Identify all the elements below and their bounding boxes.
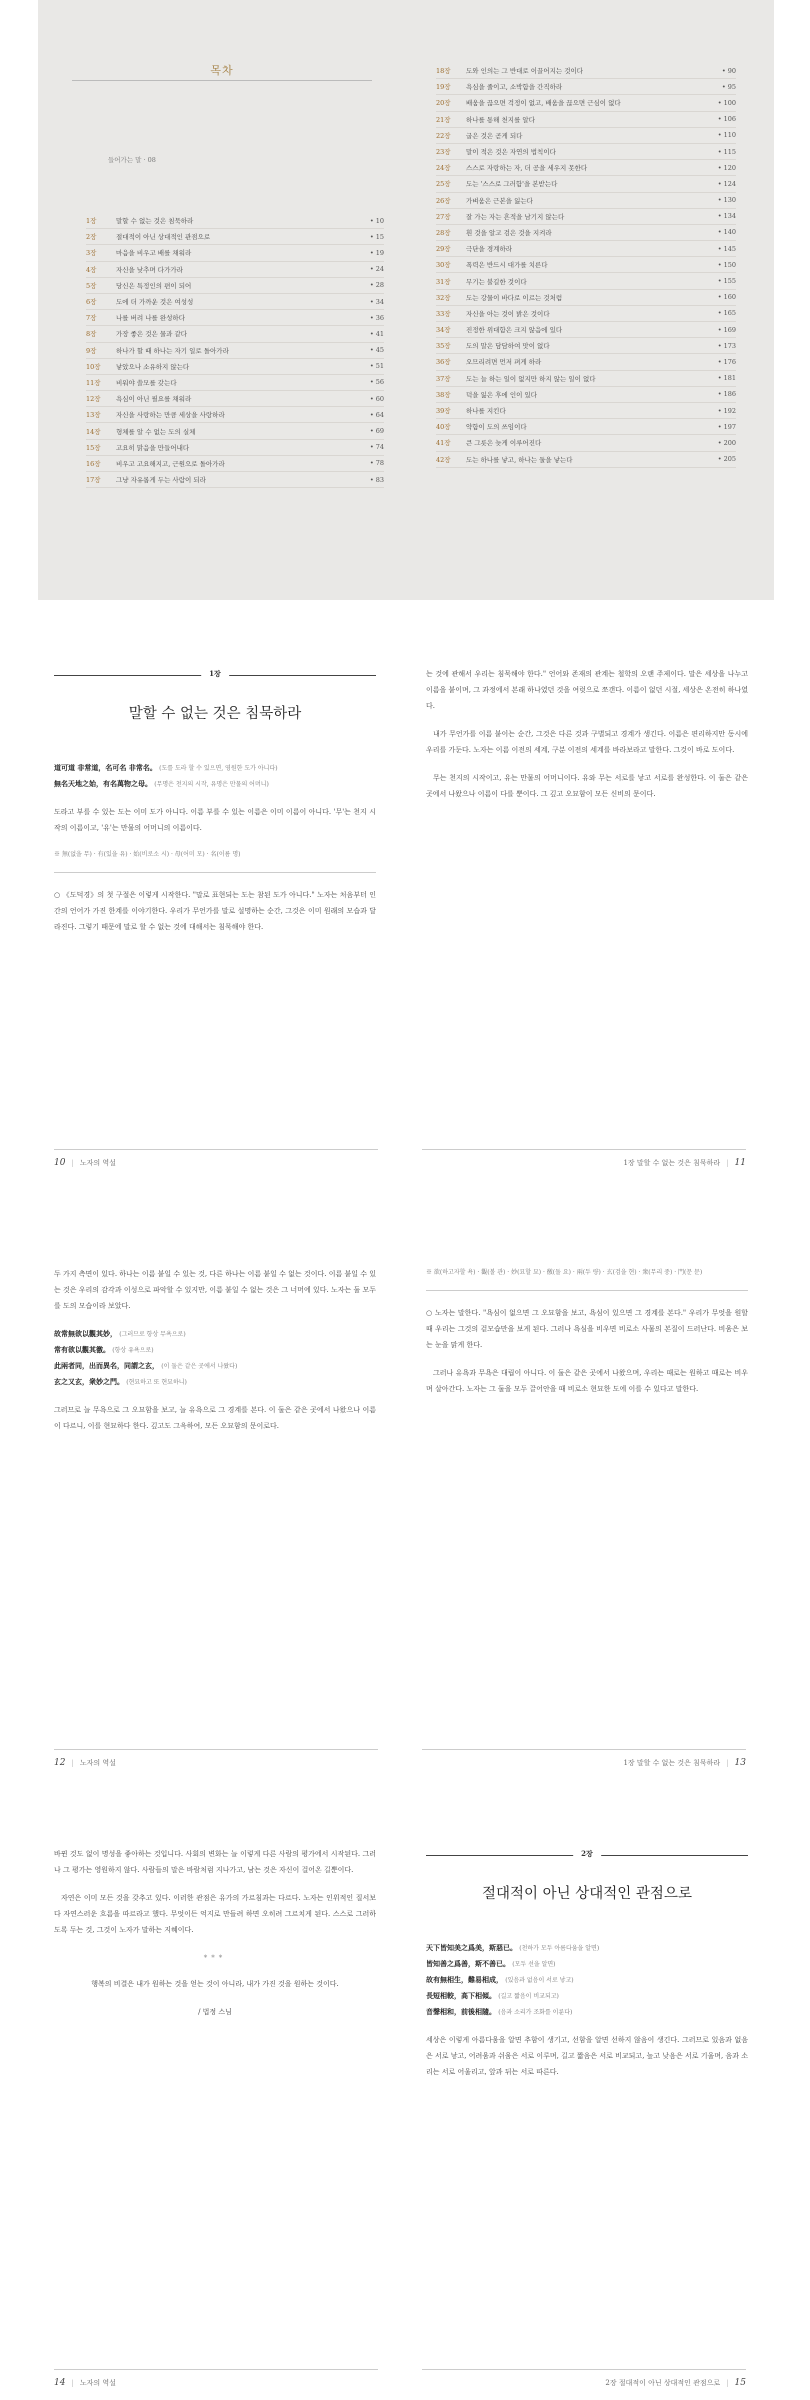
toc-chapter-number: 4장: [86, 265, 97, 274]
quote: 행복의 비결은 내가 원하는 것을 얻는 것이 아니라, 내가 가진 것을 원하는 것이다.: [91, 1980, 339, 1988]
toc-chapter-number: 28장: [436, 228, 451, 237]
toc-page-number: • 10: [369, 216, 384, 225]
toc-chapter-number: 29장: [436, 245, 451, 254]
toc-chapter-number: 21장: [436, 115, 451, 124]
toc-chapter-title: 도와 인의는 그 반대로 이끌어지는 것이다: [466, 67, 584, 76]
toc-page-number: • 120: [717, 163, 736, 172]
toc-page-number: • 181: [717, 374, 736, 383]
page-11: [406, 640, 774, 1180]
toc-page-number: • 19: [369, 248, 384, 257]
toc-list-right: [436, 63, 736, 468]
glossary-note: ※ 欲(하고자할 욕) · 觀(볼 관) · 妙(묘할 묘) · 徼(돌 요) · 兩(두 량) · 玄(검을 현) · 衆(무리 중) · 門(문 문): [426, 1269, 703, 1276]
chapter-header: [54, 670, 376, 680]
toc-chapter-title: 덕을 잃은 후에 인이 있다: [466, 390, 538, 399]
toc-page-number: • 145: [717, 244, 736, 253]
toc-chapter-title: 하나를 지킨다: [466, 407, 506, 416]
toc-entry[interactable]: [436, 225, 736, 241]
folio: 12 | 노자의 역설: [54, 1758, 116, 1768]
toc-chapter-title: 고요히 맑음을 만들어내다: [116, 443, 190, 452]
page-15: [406, 1820, 774, 2400]
toc-chapter-number: 32장: [436, 293, 451, 302]
hanja-line: 故有無相生，難易相成，: [426, 1975, 503, 1984]
glossary-note: ※ 無(없을 무) · 有(있을 유) · 始(비로소 시) · 母(어미 모) · 名(이름 명): [54, 851, 241, 858]
toc-chapter-title: 형체를 알 수 없는 도의 실체: [116, 427, 196, 436]
toc-page-number: • 115: [717, 147, 736, 156]
toc-chapter-title: 극단을 경계하라: [466, 245, 513, 254]
hanja-line: 天下皆知美之爲美，斯惡已。: [426, 1943, 517, 1952]
toc-entry[interactable]: [436, 79, 736, 95]
toc-page-number: • 134: [717, 212, 736, 221]
toc-page-number: • 186: [717, 390, 736, 399]
toc-page-number: • 205: [717, 455, 736, 464]
toc-chapter-title: 말할 수 없는 것은 침묵하라: [116, 217, 194, 226]
toc-chapter-title: 굽은 것은 곧게 되다: [466, 131, 523, 140]
toc-chapter-number: 14장: [86, 427, 101, 436]
toc-entry[interactable]: [86, 391, 384, 407]
folio: 1장 말할 수 없는 것은 침묵하라 | 13: [623, 1758, 746, 1768]
toc-chapter-title: 도는 하나를 낳고, 하나는 둘을 낳는다: [466, 455, 573, 464]
toc-chapter-number: 33장: [436, 309, 451, 318]
chapter-header: [426, 1850, 748, 1860]
toc-page-number: • 64: [369, 410, 384, 419]
toc-entry[interactable]: [86, 407, 384, 423]
toc-page-number: • 197: [717, 422, 736, 431]
page-body: [54, 1846, 376, 2032]
toc-chapter-number: 3장: [86, 249, 97, 258]
toc-entry[interactable]: [86, 375, 384, 391]
toc-chapter-number: 5장: [86, 281, 97, 290]
toc-chapter-number: 11장: [86, 378, 101, 387]
section-break: ***: [203, 1954, 227, 1962]
toc-entry[interactable]: [86, 310, 384, 326]
toc-chapter-title: 도의 말은 담담하여 맛이 없다: [466, 342, 550, 351]
toc-chapter-title: 도는 늘 하는 일이 없지만 하지 않는 일이 없다: [466, 374, 596, 383]
toc-page-number: • 28: [369, 281, 384, 290]
running-head: 노자의 역설: [79, 2379, 116, 2387]
hanja-line: 無名天地之始，有名萬物之母。: [54, 779, 152, 788]
page-body: [426, 1266, 748, 1409]
toc-chapter-title: 말이 적은 것은 자연의 법칙이다: [466, 148, 556, 157]
body-text: 내가 무언가를 이름 붙이는 순간, 그것은 다른 것과 구별되고 경계가 생긴다. 이름은 편리하지만 동시에 우리를 가둔다. 노자는 이름 이전의 세계, 구분 이전의 세계를 바라보라고 말한다. 그것이 바로 도이다.: [426, 730, 748, 754]
folio: 14 | 노자의 역설: [54, 2378, 116, 2388]
toc-entry[interactable]: [436, 290, 736, 306]
toc-entry[interactable]: [86, 213, 384, 229]
page-number: 12: [54, 1758, 66, 1768]
toc-chapter-title: 그냥 자유롭게 두는 사람이 되라: [116, 476, 206, 485]
toc-page-number: • 78: [369, 459, 384, 468]
toc-chapter-number: 6장: [86, 298, 97, 307]
toc-entry[interactable]: [436, 144, 736, 160]
toc-chapter-title: 자신을 사랑하는 만큼 세상을 사랑하라: [116, 411, 225, 420]
hanja-line: 常有欲以觀其徼。: [54, 1345, 110, 1354]
chapter-label: 2장: [573, 1849, 601, 1859]
toc-chapter-number: 26장: [436, 196, 451, 205]
toc-page-number: • 155: [717, 277, 736, 286]
toc-page-number: • 140: [717, 228, 736, 237]
toc-page-number: • 83: [369, 475, 384, 484]
toc-chapter-number: 9장: [86, 346, 97, 355]
toc-chapter-number: 37장: [436, 374, 451, 383]
toc-chapter-number: 34장: [436, 326, 451, 335]
toc-title: 목차: [210, 64, 234, 77]
toc-title-rule: [72, 80, 372, 81]
hanja-line: 道可道 非常道，名可名 非常名。: [54, 763, 157, 772]
toc-entry[interactable]: [436, 452, 736, 468]
toc-page-number: • 200: [717, 438, 736, 447]
toc-entry[interactable]: [436, 63, 736, 79]
body-text: 자연은 이미 모든 것을 갖추고 있다. 이러한 관점은 유가의 가르침과는 다르다. 노자는 인위적인 질서보다 자연스러운 흐름을 따르라고 했다. 무엇이든 억지로 만들려 하면 오히려 그르치게 된다. 스스로 그러하도록 두는 것, 그것이 노자가 말하는 지혜이다.: [54, 1894, 376, 1934]
body-text: 두 가지 측면이 있다. 하나는 이름 붙일 수 있는 것, 다른 하나는 이름 붙일 수 없는 것이다. 이름 붙일 수 있는 것은 우리의 감각과 이성으로 파악할 수 있지만, 이름 붙일 수 없는 것은 그 너머에 있다. 노자는 둘 모두를 도의 모습이라 보았다.: [54, 1270, 376, 1310]
toc-chapter-number: 8장: [86, 330, 97, 339]
toc-chapter-number: 12장: [86, 395, 101, 404]
toc-chapter-number: 24장: [436, 164, 451, 173]
toc-chapter-title: 하나가 할 때 하나는 자기 일로 돌아가라: [116, 346, 229, 355]
chapter-label: 1장: [201, 669, 229, 679]
hanja-line: 玄之又玄，衆妙之門。: [54, 1377, 124, 1386]
toc-entry[interactable]: [86, 440, 384, 456]
toc-chapter-title: 나를 버려 나를 완성하다: [116, 314, 185, 323]
toc-chapter-number: 17장: [86, 476, 101, 485]
toc-page-number: • 130: [717, 196, 736, 205]
toc-page-number: • 41: [369, 329, 384, 338]
toc-chapter-number: 22장: [436, 131, 451, 140]
toc-chapter-title: 도에 더 가까운 것은 여성성: [116, 298, 194, 307]
translation: 세상은 이렇게 아름다움을 알면 추함이 생기고, 선함을 알면 선하지 않음이 생긴다. 그러므로 있음과 없음은 서로 낳고, 어려움과 쉬움은 서로 이루며, 길고 짧음은 서로 비교되고, 높고 낮음은 서로 기울며, 음과 소리는 서로 어울리고, 앞과 뒤는 서로 따른다.: [426, 2036, 748, 2076]
toc-page-number: • 56: [369, 378, 384, 387]
toc-chapter-title: 배움을 끊으면 걱정이 없고, 배움을 끊으면 근심이 없다: [466, 99, 621, 108]
toc-page-number: • 69: [369, 427, 384, 436]
toc-page-number: • 95: [721, 82, 736, 91]
toc-page-number: • 15: [369, 232, 384, 241]
toc-right-page: [406, 0, 774, 600]
toc-entry[interactable]: [436, 338, 736, 354]
running-head: 1장 말할 수 없는 것은 침묵하라: [623, 1759, 721, 1767]
toc-page-number: • 169: [717, 325, 736, 334]
quote-author: / 법정 스님: [198, 2008, 232, 2016]
toc-chapter-number: 10장: [86, 362, 101, 371]
toc-chapter-number: 7장: [86, 314, 97, 323]
toc-page-number: • 160: [717, 293, 736, 302]
toc-entry[interactable]: [86, 343, 384, 359]
hanja-line: 音聲相和，前後相隨。: [426, 2007, 496, 2016]
folio: 2장 절대적이 아닌 상대적인 관점으로 | 15: [605, 2378, 746, 2388]
toc-chapter-number: 20장: [436, 99, 451, 108]
toc-chapter-title: 잘 가는 자는 흔적을 남기지 않는다: [466, 212, 565, 221]
toc-entry[interactable]: [86, 262, 384, 278]
toc-intro: 들어가는 말 · 08: [108, 156, 156, 164]
toc-page-number: • 165: [717, 309, 736, 318]
toc-page-number: • 124: [717, 179, 736, 188]
toc-chapter-title: 자신을 낮추며 다가가라: [116, 265, 183, 274]
page-body: 天下皆知美之爲美，斯惡已。 (천하가 모두 아름다움을 알면) 皆知善之爲善，斯不善已。 (모두 선을 알면) 故有無相生，難易相成， (있음과 없음이 서로 낳고) 長短相較，高下相傾。 (길고 짧음이 비교되고) 音聲相和，前後相隨。 (음과 소리가 조화를 이룬다) 세상은 이렇게 아름다움을 알면 추함이 생기고, 선함을 알면 선하지 않음이 생긴다. 그러므로 있음과 없음은 서로 낳고, 어려움과 쉬움은 서로 이루며, 길고 짧음은 서로 비교되고, 높고 낮음은 서로 기울며, 음과 소리는 서로 어울리고, 앞과 뒤는 서로 따른다.: [426, 1940, 748, 2092]
body-text: 무는 천지의 시작이고, 유는 만물의 어머니이다. 유와 무는 서로를 낳고 서로를 완성한다. 이 둘은 같은 곳에서 나왔으나 이름이 다를 뿐이다. 그 깊고 오묘함이 모든 신비의 문이다.: [426, 774, 748, 798]
hanja-line: 此兩者同，出而異名，同謂之玄，: [54, 1361, 159, 1370]
page-body: 道可道 非常道，名可名 非常名。 (도를 도라 할 수 있으면, 영원한 도가 아니다) 無名天地之始，有名萬物之母。 (무명은 천지의 시작, 유명은 만물의 어머니) 도라고 부를 수 있는 도는 이미 도가 아니다. 이름 부를 수 있는 이름은 이미 이름이 아니다. '무'는 천지 시작의 이름이고, '유'는 만물의 어머니의 이름이다. ※ 無(없을 무) · 有(있을 유) · 始(비로소 시) · 母(어미 모) · 名(이름 명) ○ 《도덕경》의 첫 구절은 이렇게 시작한다. "말로 표현되는 도는 참된 도가 아니다." 노자는 처음부터 인간의 언어가 가진 한계를 이야기한다. 우리가 무언가를 말로 설명하는 순간, 그것은 이미 원래의 모습과 달라진다. 그렇기 때문에 말로 할 수 없는 것에 대해서는 침묵해야 한다.: [54, 760, 376, 947]
toc-chapter-title: 자신을 아는 것이 밝은 것이다: [466, 309, 550, 318]
toc-chapter-number: 41장: [436, 439, 451, 448]
toc-chapter-title: 비우고 고요해지고, 근원으로 돌아가라: [116, 459, 225, 468]
toc-entry[interactable]: [86, 245, 384, 261]
toc-chapter-title: 오므리려면 먼저 펴게 하라: [466, 358, 542, 367]
hanja-line: 長短相較，高下相傾。: [426, 1991, 496, 2000]
body-text: 는 것에 관해서 우리는 침묵해야 한다." 언어와 존재의 관계는 철학의 오랜 주제이다. 말은 세상을 나누고 이름을 붙이며, 그 과정에서 본래 하나였던 것을 여럿으로 쪼갠다. 이름이 없던 시절, 세상은 온전히 하나였다.: [426, 670, 748, 710]
toc-chapter-title: 폭력은 반드시 대가를 치른다: [466, 261, 548, 270]
toc-entry[interactable]: [436, 193, 736, 209]
toc-entry[interactable]: [436, 241, 736, 257]
toc-chapter-number: 39장: [436, 407, 451, 416]
toc-list-left: [86, 213, 384, 488]
toc-entry[interactable]: [86, 423, 384, 439]
page-body: [426, 666, 748, 814]
body-text: ○ 《도덕경》의 첫 구절은 이렇게 시작한다. "말로 표현되는 도는 참된 도가 아니다." 노자는 처음부터 인간의 언어가 가진 한계를 이야기한다. 우리가 무언가를 말로 설명하는 순간, 그것은 이미 원래의 모습과 달라진다. 그렇기 때문에 말로 할 수 없는 것에 대해서는 침묵해야 한다.: [54, 891, 376, 931]
toc-chapter-title: 욕심이 아닌 필요를 채워라: [116, 395, 192, 404]
toc-entry[interactable]: [86, 294, 384, 310]
toc-chapter-number: 15장: [86, 443, 101, 452]
toc-chapter-number: 30장: [436, 261, 451, 270]
toc-entry[interactable]: [436, 419, 736, 435]
toc-page-number: • 192: [717, 406, 736, 415]
running-head: 노자의 역설: [79, 1159, 116, 1167]
toc-chapter-title: 진정한 위대함은 크지 않음에 있다: [466, 326, 563, 335]
page-13: [406, 1240, 774, 1780]
chapter2-spread: [38, 1820, 774, 2400]
folio: 1장 말할 수 없는 것은 침묵하라 | 11: [623, 1158, 746, 1168]
page-number: 11: [734, 1158, 746, 1168]
toc-chapter-title: 가벼움은 근본을 잃는다: [466, 196, 533, 205]
body-text: 그러나 유욕과 무욕은 대립이 아니다. 이 둘은 같은 곳에서 나왔으며, 우리는 때로는 원하고 때로는 비우며 살아간다. 노자는 그 둘을 모두 끌어안을 때 비로소 현묘한 도에 이를 수 있다고 말한다.: [426, 1369, 748, 1393]
toc-entry[interactable]: [436, 306, 736, 322]
toc-page-number: • 110: [717, 131, 736, 140]
toc-chapter-title: 낳았으나 소유하지 않는다: [116, 362, 190, 371]
toc-entry[interactable]: [436, 95, 736, 111]
folio: 10 | 노자의 역설: [54, 1158, 116, 1168]
toc-chapter-title: 비워야 쓸모를 갖는다: [116, 378, 177, 387]
toc-page-number: • 106: [717, 115, 736, 124]
page-number: 15: [734, 2378, 746, 2388]
toc-chapter-title: 하나를 통해 천지를 알다: [466, 115, 535, 124]
toc-entry[interactable]: [86, 326, 384, 342]
toc-page-number: • 150: [717, 260, 736, 269]
toc-chapter-title: 욕심을 줄이고, 소박함을 간직하라: [466, 83, 563, 92]
toc-chapter-number: 23장: [436, 148, 451, 157]
toc-entry[interactable]: [436, 387, 736, 403]
toc-chapter-number: 31장: [436, 277, 451, 286]
hanja-line: 皆知善之爲善，斯不善已。: [426, 1959, 510, 1968]
toc-page-number: • 34: [369, 297, 384, 306]
page-10: [38, 640, 406, 1180]
toc-page-number: • 74: [369, 443, 384, 452]
toc-chapter-title: 당신은 특정인의 편이 되어: [116, 281, 192, 290]
toc-page-number: • 176: [717, 357, 736, 366]
toc-chapter-title: 가장 좋은 것은 물과 같다: [116, 330, 188, 339]
toc-chapter-number: 19장: [436, 83, 451, 92]
body-text: ○ 노자는 말한다. "욕심이 없으면 그 오묘함을 보고, 욕심이 있으면 그 경계를 본다." 우리가 무엇을 원할 때 우리는 그것의 겉모습만을 보게 된다. 그러나 욕심을 비우면 비로소 사물의 본질이 드러난다. 비움은 보는 눈을 맑게 한다.: [426, 1309, 748, 1349]
toc-chapter-number: 18장: [436, 67, 451, 76]
toc-chapter-number: 38장: [436, 390, 451, 399]
toc-chapter-title: 스스로 자랑하는 자, 더 공을 세우지 못한다: [466, 164, 588, 173]
toc-entry[interactable]: [436, 112, 736, 128]
toc-entry[interactable]: [436, 209, 736, 225]
toc-chapter-title: 도는 강물이 바다로 이르는 것처럼: [466, 293, 563, 302]
page-number: 13: [734, 1758, 746, 1768]
toc-entry[interactable]: [86, 359, 384, 375]
toc-chapter-title: 절대적이 아닌 상대적인 관점으로: [116, 233, 211, 242]
toc-page-number: • 90: [721, 66, 736, 75]
toc-entry[interactable]: [436, 257, 736, 273]
toc-chapter-number: 36장: [436, 358, 451, 367]
chapter-title: 말할 수 없는 것은 침묵하라: [128, 706, 302, 722]
body-text: 바뀐 것도 없이 명성을 좋아하는 것입니다. 사회의 변화는 늘 이렇게 다른 사람의 평가에서 시작된다. 그러나 그 평가는 영원하지 않다. 사람들의 말은 바람처럼 지나가고, 남는 것은 자신이 걸어온 길뿐이다.: [54, 1850, 376, 1874]
chapter-title: 절대적이 아닌 상대적인 관점으로: [482, 1886, 692, 1902]
toc-entry[interactable]: [436, 128, 736, 144]
page-12: [38, 1240, 406, 1780]
chapter1-continued-spread: [38, 1240, 774, 1780]
toc-chapter-title: 마음을 비우고 배를 채워라: [116, 249, 192, 258]
toc-page-number: • 24: [369, 265, 384, 274]
toc-page-number: • 173: [717, 341, 736, 350]
running-head: 노자의 역설: [79, 1759, 116, 1767]
toc-entry[interactable]: [86, 472, 384, 488]
page-number: 14: [54, 2378, 66, 2388]
toc-entry[interactable]: [436, 273, 736, 289]
toc-entry[interactable]: [86, 229, 384, 245]
page-body: 두 가지 측면이 있다. 하나는 이름 붙일 수 있는 것, 다른 하나는 이름 붙일 수 없는 것이다. 이름 붙일 수 있는 것은 우리의 감각과 이성으로 파악할 수 있지만, 이름 붙일 수 없는 것은 그 너머에 있다. 노자는 둘 모두를 도의 모습이라 보았다. 故常無欲以觀其妙， (그러므로 항상 무욕으로) 常有欲以觀其徼。 (항상 유욕으로) 此兩者同，出而異名，同謂之玄， (이 둘은 같은 곳에서 나왔다) 玄之又玄，衆妙之門。 (현묘하고 또 현묘하니) 그러므로 늘 무욕으로 그 오묘함을 보고, 늘 유욕으로 그 경계를 본다. 이 둘은 같은 곳에서 나왔으나 이름이 다르니, 이를 현묘하다 한다. 깊고도 그윽하여, 모든 오묘함의 문이로다.: [54, 1266, 376, 1446]
toc-chapter-title: 큰 그릇은 늦게 이루어진다: [466, 439, 542, 448]
toc-chapter-number: 27장: [436, 212, 451, 221]
translation: 그러므로 늘 무욕으로 그 오묘함을 보고, 늘 유욕으로 그 경계를 본다. 이 둘은 같은 곳에서 나왔으나 이름이 다르니, 이를 현묘하다 한다. 깊고도 그윽하여, 모든 오묘함의 문이로다.: [54, 1406, 376, 1430]
chapter1-spread: [38, 640, 774, 1180]
toc-page-number: • 45: [369, 346, 384, 355]
toc-chapter-number: 2장: [86, 233, 97, 242]
toc-chapter-title: 무기는 불길한 것이다: [466, 277, 527, 286]
toc-chapter-number: 25장: [436, 180, 451, 189]
toc-entry[interactable]: [436, 322, 736, 338]
toc-left-page: [38, 0, 406, 600]
toc-entry[interactable]: [436, 435, 736, 451]
toc-page-number: • 100: [717, 98, 736, 107]
page-number: 10: [54, 1158, 66, 1168]
hanja-line: 故常無欲以觀其妙，: [54, 1329, 117, 1338]
toc-entry[interactable]: [436, 160, 736, 176]
toc-chapter-number: 16장: [86, 459, 101, 468]
toc-spread: [38, 0, 774, 600]
running-head: 2장 절대적이 아닌 상대적인 관점으로: [605, 2379, 721, 2387]
toc-entry[interactable]: [436, 354, 736, 370]
toc-entry[interactable]: [436, 371, 736, 387]
toc-chapter-title: 흰 것을 알고 검은 것을 지켜라: [466, 228, 552, 237]
toc-chapter-number: 1장: [86, 217, 97, 226]
toc-chapter-number: 13장: [86, 411, 101, 420]
toc-entry[interactable]: [436, 176, 736, 192]
toc-entry[interactable]: [86, 456, 384, 472]
toc-entry[interactable]: [436, 403, 736, 419]
translation: 도라고 부를 수 있는 도는 이미 도가 아니다. 이름 부를 수 있는 이름은 이미 이름이 아니다. '무'는 천지 시작의 이름이고, '유'는 만물의 어머니의 이름이다.: [54, 808, 376, 832]
toc-page-number: • 51: [369, 362, 384, 371]
toc-chapter-number: 35장: [436, 342, 451, 351]
toc-page-number: • 60: [369, 394, 384, 403]
toc-chapter-number: 42장: [436, 455, 451, 464]
toc-page-number: • 36: [369, 313, 384, 322]
running-head: 1장 말할 수 없는 것은 침묵하라: [623, 1159, 721, 1167]
toc-chapter-number: 40장: [436, 423, 451, 432]
toc-entry[interactable]: [86, 278, 384, 294]
page-14: [38, 1820, 406, 2400]
toc-chapter-title: 약함이 도의 쓰임이다: [466, 423, 527, 432]
toc-chapter-title: 도는 '스스로 그러함'을 본받는다: [466, 180, 558, 189]
